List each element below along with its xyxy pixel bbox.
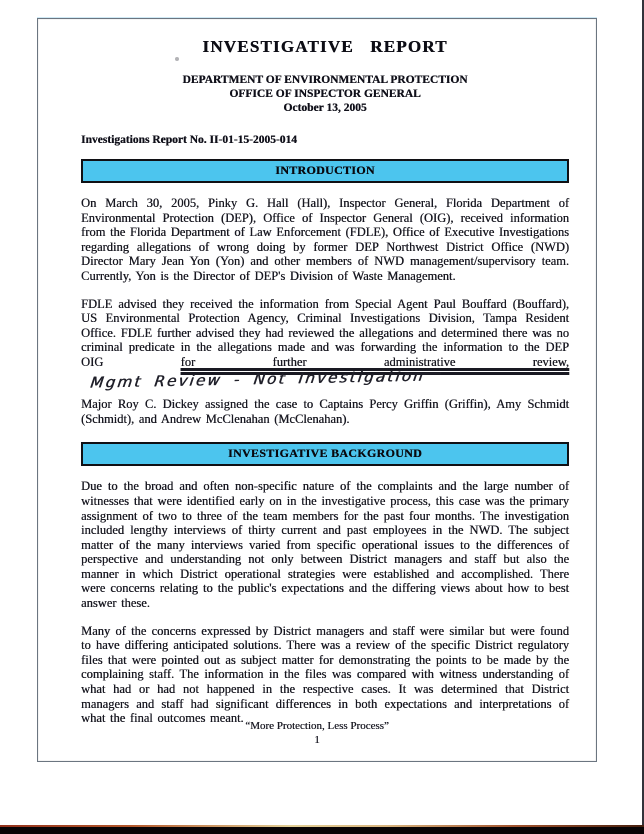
report-number: Investigations Report No. II-01-15-2005-014 [81, 134, 297, 146]
scan-bottom-band [0, 825, 644, 834]
agency-name: DEPARTMENT OF ENVIRONMENTAL PROTECTION [182, 74, 468, 86]
page-content [38, 37, 596, 726]
background-paragraph-1: Due to the broad and often non-specific nature of the complaints and the large number of witnesses that were identified early on in the investigative process, this case was the primary assignment of two to three of the team members for the past four months. The investigation included lengthy interviews of thirty current and past employees in the NWD. The subject matter of the many interviews varied from specific operational issues to the differences of perspective and understanding not only between District managers and staff but also the manner in which District operational strategies were established and accomplished. There were concerns relating to the public's expectations and the differing views about how to best answer these. [81, 479, 569, 611]
page-footer [38, 719, 596, 747]
intro-paragraph-2-text: FDLE advised they received the information from Special Agent Paul Bouffard (Bouffard), US Environmental Protection Agency, Criminal Investigations Division, Tampa Resident Office. FDLE further advised they had reviewed the allegations and determined there was no criminal predicate in the allegations made and was forwarding the information to the DEP OIG [81, 296, 569, 369]
report-page [37, 18, 597, 762]
underlined-phrase: for further administrative review, [180, 354, 569, 369]
letterhead-block [81, 73, 569, 115]
scan-bottom-black-band [0, 827, 644, 834]
intro-paragraph-3: Major Roy C. Dickey assigned the case to Captains Percy Griffin (Griffin), Amy Schmidt (Schmidt), and Andrew McClenahan (McClenahan). [81, 397, 569, 426]
report-date: October 13, 2005 [283, 102, 367, 114]
footer-motto: “More Protection, Less Process” [245, 720, 389, 732]
section-header-introduction: INTRODUCTION [81, 159, 569, 183]
background-paragraph-2: Many of the concerns expressed by District managers and staff were similar but were found to have differing anticipated solutions. There was a review of the specific District regulatory files that were pointed out as subject matter for demonstrating the points to be made by the complaining staff. The information in the files was compared with witness understanding of what had or had not happened in the respective cases. It was determined that District managers and staff had significant differences in both expectations and interpretations of what the final outcomes meant. [81, 623, 569, 726]
intro-paragraph-1: On March 30, 2005, Pinky G. Hall (Hall), Inspector General, Florida Department of Environmental Protection (DEP), Office of Inspector General (OIG), received information from the Florida Department of Law Enforcement (FDLE), Office of Executive Investigations regarding allegations of wrong doing by former DEP Northwest District Office (NWD) Director Mary Jean Yon (Yon) and other members of NWD management/supervisory team. Currently, Yon is the Director of DEP's Division of Waste Management. [81, 196, 569, 283]
handwritten-annotation: Mgmt Review - Not Investigation [90, 370, 442, 387]
intro-paragraph-2 [81, 296, 569, 392]
scan-speck-artifact [175, 57, 179, 61]
section-header-investigative-background: INVESTIGATIVE BACKGROUND [81, 442, 569, 466]
office-name: OFFICE OF INSPECTOR GENERAL [229, 88, 421, 100]
report-title: INVESTIGATIVE REPORT [202, 37, 448, 56]
page-number: 1 [314, 734, 320, 746]
